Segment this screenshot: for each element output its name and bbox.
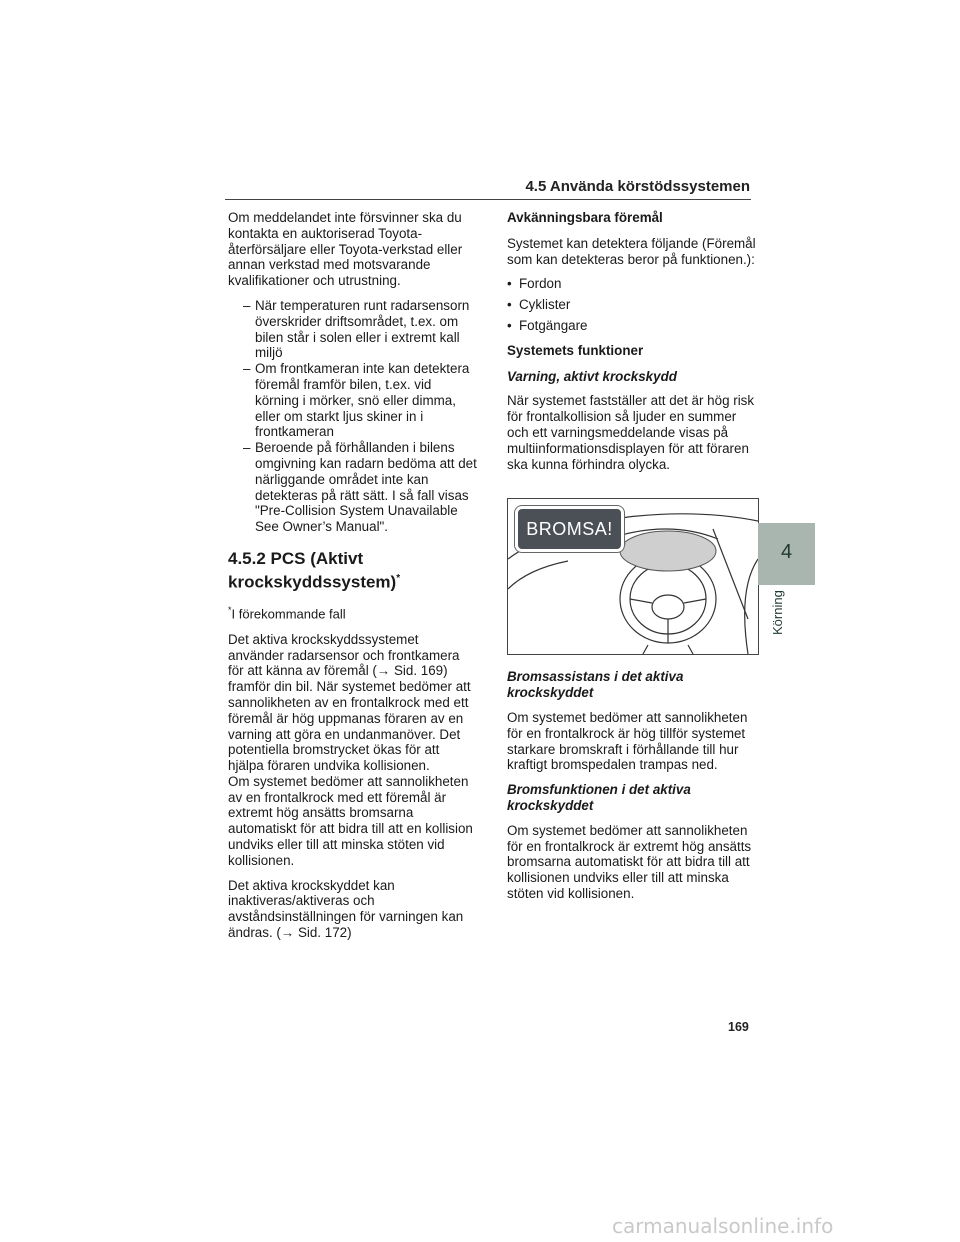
section-title: 4.5 Använda körstödssystemen xyxy=(525,178,750,195)
note-text: I förekommande fall xyxy=(231,605,346,621)
instrument-cluster-highlight xyxy=(620,531,716,571)
brake-assist-text: Om systemet bedömer att sannolikheten för en frontalkrock är hög tillför systemet starkare bromskraft i förhållande till hur kraftigt bromspedalen trampas ned. xyxy=(507,709,748,773)
warning-subheading: Varning, aktivt krockskydd xyxy=(507,368,677,384)
header-rule xyxy=(225,199,751,200)
page-number: 169 xyxy=(728,1020,749,1034)
detectable-item: • Fotgängare xyxy=(507,318,757,334)
detectable-item: • Cyklister xyxy=(507,297,757,313)
warning-text: När systemet fastställer att det är hög risk för frontalkollision så ljuder en summer och ett varningsmeddelande visas på multiinformationsdisplayen för att föraren ska kunna förhindra olycka. xyxy=(507,393,755,472)
body-paragraph: Det aktiva krockskyddet kan inaktiveras/aktiveras och avståndsinställningen för varningen kan ändras. (→ Sid. 172) xyxy=(228,877,464,941)
condition-item: – När temperaturen runt radarsensorn överskrider driftsområdet, t.ex. om bilen står i solen eller i extremt kall miljö xyxy=(228,298,478,361)
availability-note xyxy=(228,603,478,622)
condition-item: – Beroende på förhållanden i bilens omgivning kan radarn bedöma att det närliggande området inte kan detekteras på rätt sätt. I så fall visas "Pre-Collision System Unavailable See Owner’s Manual". xyxy=(228,440,478,535)
condition-item: – Om frontkameran inte kan detektera föremål framför bilen, t.ex. vid körning i mörker, snö eller dimma, eller om starkt ljus skiner in i frontkameran xyxy=(228,361,478,440)
left-column xyxy=(228,210,478,950)
detectable-intro: Systemet kan detektera följande (Föremål som kan detekteras beror på funktionen.): xyxy=(507,235,756,267)
brake-function-subheading: Bromsfunktionen i det aktiva krockskyddet xyxy=(507,782,691,813)
section-heading xyxy=(228,549,478,593)
function-heading: Systemets funktioner xyxy=(507,342,644,358)
section-heading-text: 4.5.2 PCS (Aktivt krockskyddssystem) xyxy=(228,548,397,592)
chapter-number: 4 xyxy=(780,541,793,563)
watermark: carmanualsonline.info xyxy=(612,1214,834,1238)
heading-footnote-mark: * xyxy=(396,572,401,584)
brake-warning-message: BROMSA! xyxy=(518,509,621,549)
intro-paragraph: Om meddelandet inte försvinner ska du kontakta en auktoriserad Toyota-återförsäljare eller Toyota-verkstad eller annan verkstad med motsvarande kvalifikationer och utrustning. xyxy=(228,210,463,289)
condition-list xyxy=(228,298,478,535)
brake-assist-subheading: Bromsassistans i det aktiva krockskyddet xyxy=(507,669,684,701)
body-paragraph: Om systemet bedömer att sannolikheten av en frontalkrock med ett föremål är extremt hög ansätts bromsarna automatiskt för att bidra till att en kollision undviks eller till att minska stöten vid kollisionen. xyxy=(228,773,473,868)
chapter-label: Körning xyxy=(770,590,785,635)
chapter-tab xyxy=(758,523,815,585)
brake-function-text: Om systemet bedömer att sannolikheten för en frontalkrock är extremt hög ansätts bromsarna automatiskt för att bidra till att kollisionen undviks eller till att minska stöten vid kollisionen. xyxy=(507,822,752,901)
detectable-heading: Avkänningsbara föremål xyxy=(507,210,663,225)
detectable-item: • Fordon xyxy=(507,276,757,292)
dashboard-illustration xyxy=(507,498,759,655)
body-paragraph: Det aktiva krockskyddssystemet använder radarsensor och frontkamera för att känna av föremål (→ Sid. 169) framför din bil. När systemet bedömer att sannolikheten av en frontalkrock med ett föremål är hög uppmanas föraren av en varning att göra en undanmanöver. Det potentiella bromstrycket ökas för att hjälpa föraren undvika kollisionen. xyxy=(228,631,471,774)
note-mark: * xyxy=(228,604,232,615)
right-column xyxy=(507,210,757,911)
